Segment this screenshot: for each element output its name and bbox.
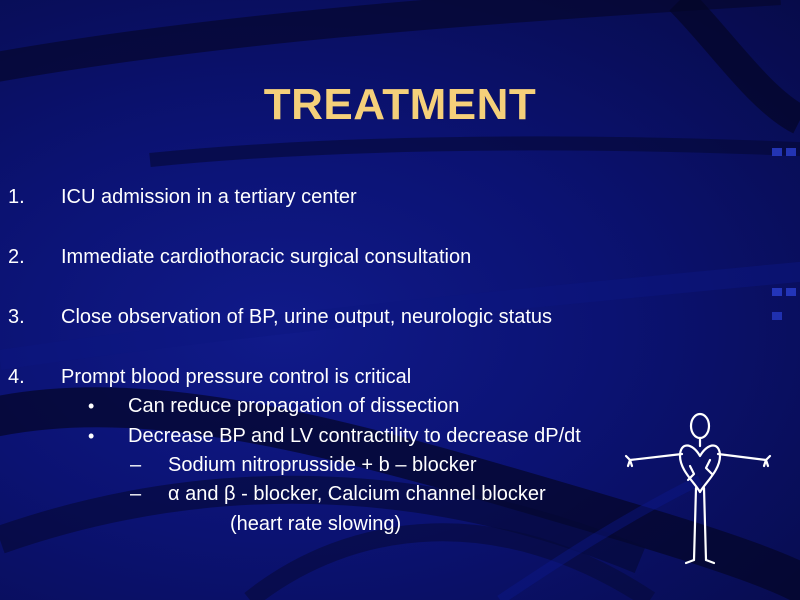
item-number: 3. xyxy=(8,306,25,328)
item-number: 4. xyxy=(8,366,25,388)
item-number: 2. xyxy=(8,246,25,268)
bullet-marker: • xyxy=(88,396,95,416)
item-number: 1. xyxy=(8,186,25,208)
bullet-text: Decrease BP and LV contractility to decrease dP/dt xyxy=(128,425,581,447)
slide-title: TREATMENT xyxy=(263,80,537,129)
subbullet-text: α and β - blocker, Calcium channel blocker xyxy=(168,483,546,505)
stick-figure-heart-icon xyxy=(624,408,774,568)
item-text: Close observation of BP, urine output, neurologic status xyxy=(61,306,553,328)
continuation-text: (heart rate slowing) xyxy=(230,513,402,535)
bullet-marker: • xyxy=(88,426,95,446)
bullet-text: Can reduce propagation of dissection xyxy=(128,395,460,417)
item-text: Immediate cardiothoracic surgical consultation xyxy=(61,246,472,268)
subbullet-marker: – xyxy=(130,483,142,505)
subbullet-text: Sodium nitroprusside + b – blocker xyxy=(168,454,477,476)
item-text: Prompt blood pressure control is critical xyxy=(61,366,412,388)
item-text: ICU admission in a tertiary center xyxy=(61,186,357,208)
subbullet-marker: – xyxy=(130,454,142,476)
